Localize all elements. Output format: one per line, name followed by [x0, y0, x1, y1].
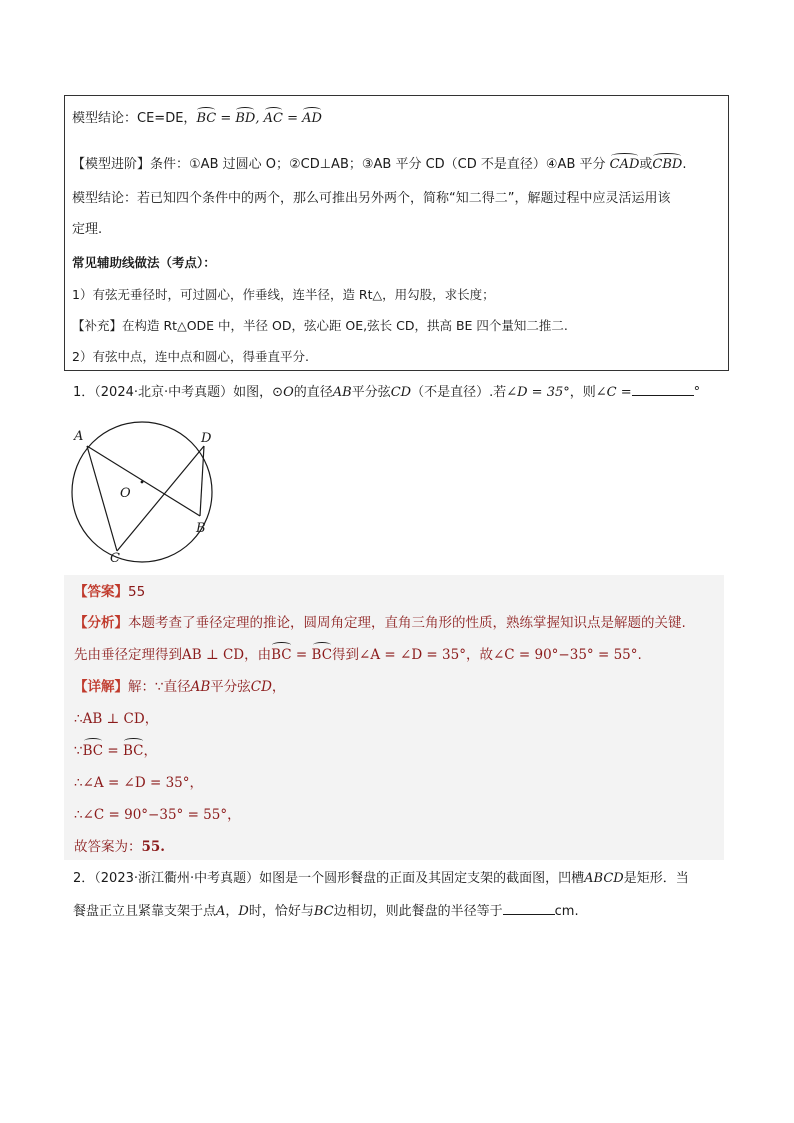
q-text: 的直径 — [293, 385, 333, 400]
circle-o — [72, 422, 212, 562]
question-2-cont — [73, 902, 579, 921]
text: ，故 — [465, 647, 493, 663]
aux-supplement — [72, 317, 568, 335]
step-3: ∴∠A = ∠D = 35°， — [74, 775, 204, 791]
equals: = — [216, 111, 236, 126]
supplement-text: 在构造 Rt△ODE 中，半径 OD，弦心距 OE,弦长 CD，拱高 BE 四个量知二推二. — [122, 318, 568, 333]
circle-symbol: ⊙ — [272, 385, 284, 400]
center-dot — [141, 481, 144, 484]
arc-ad: AD — [302, 111, 322, 126]
equals: = — [291, 647, 312, 663]
advance-tag: 【模型进阶】 — [72, 157, 151, 172]
text: CE=DE， — [137, 111, 197, 126]
text: ， — [271, 679, 286, 695]
question-1 — [73, 383, 700, 402]
model-conclusion-1 — [72, 110, 322, 128]
arc-cbd: CBD — [652, 157, 683, 172]
text: 得到 — [332, 647, 360, 663]
aux-heading: 常见辅助线做法（考点）： — [72, 255, 216, 270]
circle-figure — [60, 420, 230, 565]
q-text: cm. — [554, 904, 579, 919]
because: ∵ — [74, 743, 83, 759]
text: 先由垂径定理得到 — [74, 647, 182, 663]
q-number: 2． — [73, 871, 95, 886]
q-math: A — [216, 904, 226, 919]
arc-bc: BC — [271, 647, 292, 663]
label-b: B — [196, 521, 206, 536]
arc-bd: BD — [235, 111, 256, 126]
analysis-line — [74, 613, 686, 633]
final-answer — [74, 837, 165, 857]
answer-value: 55 — [128, 584, 146, 600]
step-2 — [74, 741, 157, 761]
equals: = — [282, 111, 303, 126]
q-math: O — [283, 385, 294, 400]
label-c: C — [110, 551, 120, 565]
label: 模型结论： — [72, 111, 138, 126]
step-4: ∴∠C = 90°−35° = 55°， — [74, 807, 241, 823]
q-text: ，则 — [569, 385, 596, 400]
answer-blank — [632, 383, 694, 396]
model-conclusion-2: 模型结论：若已知四个条件中的两个，那么可推出另外两个，简称“知二得二”，解题过程中应灵活运用该 — [72, 191, 671, 206]
q-math: BC — [313, 904, 334, 919]
arc-cad: CAD — [609, 157, 640, 172]
analysis-tag: 【分析】 — [74, 615, 128, 631]
supplement-tag: 【补充】 — [72, 318, 123, 333]
text: 平分弦 — [210, 679, 251, 695]
step-1: ∴AB ⊥ CD， — [74, 711, 159, 727]
q-text: 平分弦 — [351, 385, 391, 400]
text: 故答案为： — [74, 839, 142, 855]
or-text: 或 — [639, 157, 653, 172]
aux-item-1: 1）有弦无垂径时，可过圆心，作垂线，连半径，造 Rt△，用勾股，求长度； — [72, 287, 495, 302]
q-text: ， — [225, 904, 239, 919]
equals: = — [103, 743, 124, 759]
advance-text: 条件：①AB 过圆心 O；②CD⊥AB；③AB 平分 CD（CD 不是直径）④AB 平分 — [150, 157, 606, 172]
q-text: （不是直径）.若 — [411, 385, 507, 400]
label-a: A — [74, 429, 84, 444]
detail-line — [74, 677, 285, 697]
math: AB — [190, 679, 211, 695]
q-text: 是矩形．当 — [623, 871, 689, 886]
math: AB ⊥ CD — [182, 647, 245, 663]
math: ∠C = 90°−35° = 55° — [492, 647, 638, 663]
answer-blank — [503, 902, 555, 915]
model-conclusion-2-cont: 定理. — [72, 222, 103, 237]
arc-ac: AC — [263, 111, 283, 126]
q-math: ABCD — [584, 871, 624, 886]
q-math: AB — [332, 385, 352, 400]
q-source: （2024·北京·中考真题） — [94, 385, 234, 400]
comma: ， — [143, 743, 158, 759]
period: . — [682, 157, 687, 172]
sep: , — [255, 111, 264, 126]
analysis-text: 本题考查了垂径定理的推论，圆周角定理，直角三角形的性质，熟练掌握知识点是解题的关键. — [128, 615, 686, 631]
text: . — [637, 647, 642, 663]
q-math: ∠C = — [595, 385, 632, 400]
q-text: ° — [693, 385, 701, 400]
math: ∠A = ∠D = 35° — [359, 647, 466, 663]
arc-bc: BC — [196, 111, 217, 126]
q-math: D — [238, 904, 249, 919]
q-math: ∠D = 35° — [506, 385, 570, 400]
q-math: CD — [390, 385, 412, 400]
answer-line — [74, 582, 145, 602]
arc-bc: BC — [311, 647, 333, 663]
analysis-line-2 — [74, 645, 642, 665]
math: CD — [250, 679, 272, 695]
label-d: D — [201, 431, 212, 446]
aux-item-2: 2）有弦中点，连中点和圆心，得垂直平分. — [72, 349, 309, 364]
text: 解：∵直径 — [128, 679, 191, 695]
q-text: 餐盘正立且紧靠支架于点 — [73, 904, 217, 919]
text: ，由 — [244, 647, 272, 663]
q-text: 如图是一个圆形餐盘的正面及其固定支架的截面图，凹槽 — [259, 871, 585, 886]
question-2 — [73, 870, 689, 888]
detail-tag: 【详解】 — [74, 679, 128, 695]
q-source: （2023·浙江衢州·中考真题） — [94, 871, 260, 886]
q-text: 如图， — [233, 385, 273, 400]
q-text: 时，恰好与 — [248, 904, 314, 919]
model-advance — [72, 156, 687, 174]
final-value: 55. — [141, 839, 165, 855]
label-o: O — [120, 486, 131, 501]
q-number: 1． — [73, 385, 95, 400]
arc-bc: BC — [123, 743, 144, 759]
answer-tag: 【答案】 — [74, 584, 128, 600]
q-text: 边相切，则此餐盘的半径等于 — [333, 904, 503, 919]
arc-bc: BC — [82, 743, 104, 759]
